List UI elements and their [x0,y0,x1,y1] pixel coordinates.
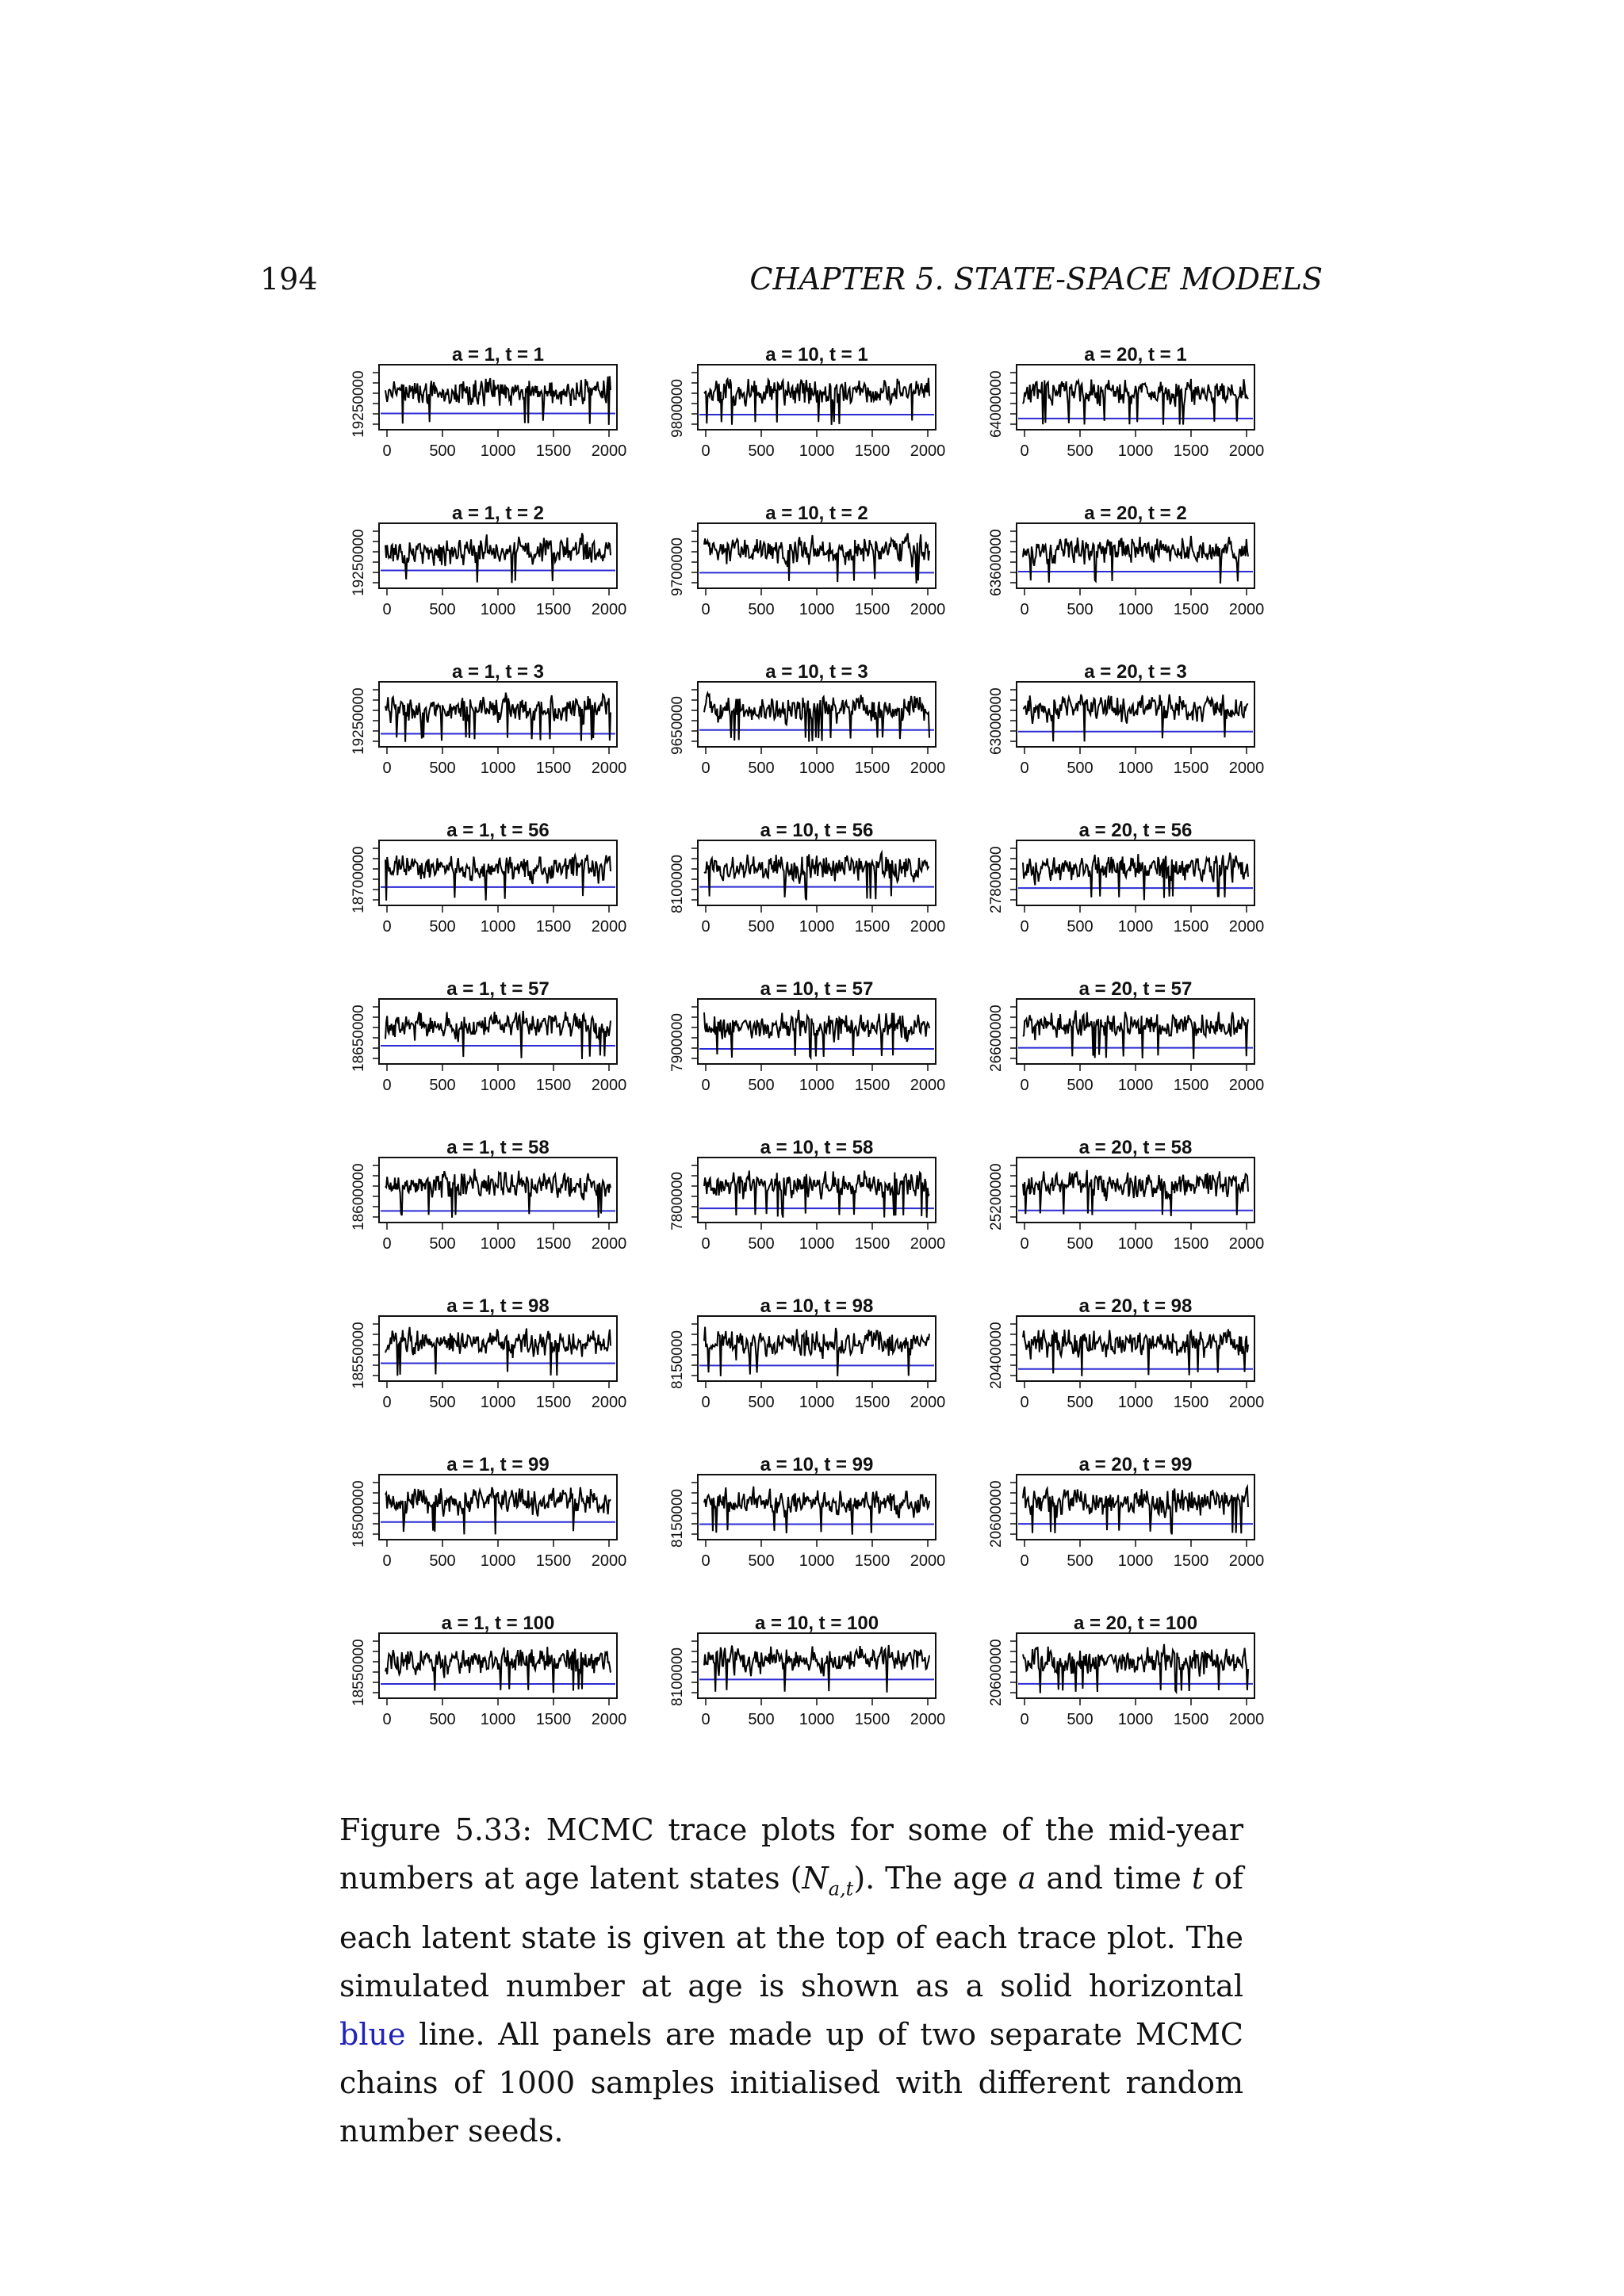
panel-title: a = 20, t = 99 [1078,1454,1193,1475]
trace-panel [350,1613,626,1728]
plot-frame [1017,999,1254,1064]
trace-panel [988,820,1264,936]
trace-line [385,534,611,584]
panel-title: a = 20, t = 56 [1078,820,1193,841]
y-tick-label: 19250000 [350,529,367,596]
trace-line [704,534,929,584]
trace-line [1023,1487,1248,1534]
x-tick-label: 500 [748,442,775,460]
x-tick-label: 500 [748,1711,775,1728]
x-tick-label: 500 [1067,760,1094,777]
y-tick-label: 20600000 [988,1639,1005,1706]
y-tick-label: 63000000 [988,687,1005,755]
x-tick-label: 0 [382,918,392,936]
y-tick-label: 18600000 [350,1163,367,1230]
x-tick-label: 500 [429,760,456,777]
y-tick-label: 7800000 [669,1172,686,1230]
trace-panel [669,661,945,777]
trace-line [704,1645,929,1693]
x-tick-label: 500 [429,442,456,460]
panel-title: a = 1, t = 100 [441,1613,555,1634]
x-tick-label: 500 [1067,1711,1094,1728]
x-tick-label: 0 [382,1552,392,1570]
trace-line [385,855,611,901]
y-tick-label: 25200000 [988,1163,1005,1230]
y-tick-label: 8100000 [669,855,686,913]
x-tick-label: 2000 [591,1235,627,1253]
x-tick-label: 0 [1020,442,1029,460]
x-tick-label: 1500 [854,760,891,777]
x-tick-label: 1500 [1173,1552,1209,1570]
panel-title: a = 10, t = 99 [760,1454,874,1475]
x-tick-label: 1000 [1117,1235,1154,1253]
y-tick-label: 63600000 [988,529,1005,596]
x-tick-label: 2000 [1228,918,1265,936]
x-tick-label: 2000 [1228,1077,1265,1094]
y-tick-label: 7900000 [669,1013,686,1072]
running-head: CHAPTER 5. STATE-SPACE MODELS [749,262,1323,297]
x-tick-label: 0 [701,918,710,936]
x-tick-label: 0 [382,1235,392,1253]
trace-panel [350,1295,626,1411]
x-tick-label: 500 [748,1235,775,1253]
trace-panel [669,820,945,936]
x-tick-label: 500 [748,601,775,618]
x-tick-label: 2000 [910,918,946,936]
panel-title: a = 10, t = 3 [765,661,868,683]
trace-plot-figure [324,337,1299,1772]
y-tick-label: 26600000 [988,1004,1005,1072]
x-tick-label: 1500 [854,1235,891,1253]
x-tick-label: 1500 [535,1394,572,1411]
trace-panel [988,1295,1264,1411]
caption-blue-word: blue [339,2016,406,2052]
x-tick-label: 1500 [535,1235,572,1253]
x-tick-label: 0 [701,1552,710,1570]
x-tick-label: 1000 [799,1552,835,1570]
x-tick-label: 1500 [854,1394,891,1411]
y-tick-label: 27800000 [988,846,1005,913]
x-tick-label: 1500 [1173,1077,1209,1094]
x-tick-label: 500 [429,1077,456,1094]
trace-line [704,1487,929,1535]
panel-title: a = 1, t = 98 [446,1295,550,1317]
panel-title: a = 1, t = 58 [446,1137,550,1158]
x-tick-label: 2000 [1228,1394,1265,1411]
x-tick-label: 2000 [910,601,946,618]
trace-panel [350,1454,626,1570]
panel-title: a = 20, t = 1 [1084,344,1187,365]
plot-frame [379,1475,617,1540]
x-tick-label: 500 [748,1552,775,1570]
page-header [260,262,1323,301]
trace-panel [669,978,945,1094]
x-tick-label: 1500 [854,601,891,618]
trace-panel [669,344,945,460]
x-tick-label: 2000 [1228,1552,1265,1570]
x-tick-label: 2000 [910,760,946,777]
x-tick-label: 0 [382,760,392,777]
x-tick-label: 1000 [799,1711,835,1728]
trace-line [1023,1010,1248,1058]
trace-line [1023,1644,1248,1693]
y-tick-label: 18650000 [350,1004,367,1072]
y-tick-label: 20400000 [988,1322,1005,1389]
x-tick-label: 500 [429,1394,456,1411]
x-tick-label: 1000 [1117,601,1154,618]
trace-panel [988,1613,1264,1728]
x-tick-label: 2000 [1228,1235,1265,1253]
trace-panel [988,344,1264,460]
panel-title: a = 10, t = 1 [765,344,868,365]
x-tick-label: 2000 [910,1711,946,1728]
x-tick-label: 1000 [1117,442,1154,460]
x-tick-label: 1500 [854,1077,891,1094]
x-tick-label: 500 [429,1235,456,1253]
x-tick-label: 1500 [1173,1235,1209,1253]
trace-panel [350,503,626,618]
y-tick-label: 18700000 [350,846,367,913]
y-tick-label: 8150000 [669,1330,686,1389]
x-tick-label: 1500 [1173,442,1209,460]
panel-title: a = 10, t = 98 [760,1295,874,1317]
x-tick-label: 1000 [1117,1711,1154,1728]
trace-line [704,378,929,425]
panel-title: a = 1, t = 99 [446,1454,550,1475]
x-tick-label: 0 [701,760,710,777]
x-tick-label: 0 [701,442,710,460]
x-tick-label: 1000 [1117,1552,1154,1570]
y-tick-label: 9800000 [669,379,686,438]
plot-frame [1017,682,1254,747]
x-tick-label: 1000 [480,1077,516,1094]
y-tick-label: 8100000 [669,1647,686,1706]
panel-title: a = 10, t = 2 [765,503,868,524]
panel-title: a = 10, t = 58 [760,1137,874,1158]
x-tick-label: 500 [1067,1235,1094,1253]
x-tick-label: 2000 [591,1077,627,1094]
trace-line [704,1327,929,1376]
x-tick-label: 1000 [480,760,516,777]
trace-panel [988,1137,1264,1253]
panel-title: a = 1, t = 56 [446,820,550,841]
x-tick-label: 500 [748,918,775,936]
x-tick-label: 0 [701,601,710,618]
x-tick-label: 1000 [799,601,835,618]
trace-line [385,1327,611,1376]
trace-panel [669,1295,945,1411]
x-tick-label: 1000 [799,1235,835,1253]
x-tick-label: 500 [748,1077,775,1094]
x-tick-label: 1500 [854,442,891,460]
x-tick-label: 1000 [480,1235,516,1253]
panel-title: a = 20, t = 57 [1078,978,1193,1000]
x-tick-label: 500 [1067,1394,1094,1411]
trace-line [704,693,929,741]
x-tick-label: 0 [1020,918,1029,936]
trace-panel [669,1137,945,1253]
x-tick-label: 0 [382,1394,392,1411]
x-tick-label: 2000 [1228,601,1265,618]
x-tick-label: 1500 [535,601,572,618]
x-tick-label: 0 [382,1077,392,1094]
x-tick-label: 0 [701,1235,710,1253]
x-tick-label: 1500 [535,918,572,936]
x-tick-label: 2000 [910,1394,946,1411]
x-tick-label: 1500 [1173,601,1209,618]
x-tick-label: 0 [1020,1711,1029,1728]
x-tick-label: 1500 [1173,1394,1209,1411]
y-tick-label: 9700000 [669,538,686,596]
trace-line [1023,695,1248,742]
y-tick-label: 19250000 [350,370,367,438]
panel-title: a = 20, t = 98 [1078,1295,1193,1317]
trace-panel [988,1454,1264,1570]
trace-line [385,1487,611,1535]
x-tick-label: 500 [748,1394,775,1411]
panel-title: a = 20, t = 100 [1073,1613,1198,1634]
panel-title: a = 1, t = 3 [451,661,545,683]
x-tick-label: 1000 [480,918,516,936]
panel-title: a = 1, t = 2 [451,503,545,524]
x-tick-label: 1500 [854,1711,891,1728]
x-tick-label: 1500 [535,1077,572,1094]
x-tick-label: 0 [1020,1552,1029,1570]
x-tick-label: 2000 [591,918,627,936]
x-tick-label: 0 [382,442,392,460]
trace-line [1023,536,1248,584]
trace-line [385,1647,611,1693]
x-tick-label: 1500 [854,1552,891,1570]
x-tick-label: 2000 [1228,1711,1265,1728]
x-tick-label: 0 [701,1394,710,1411]
x-tick-label: 1000 [799,1077,835,1094]
x-tick-label: 1500 [535,1552,572,1570]
x-tick-label: 2000 [910,442,946,460]
trace-panel [669,503,945,618]
figure-caption: Figure 5.33: MCMC trace plots for some of the mid-year numbers at age latent states $(N_{a,t})$. The age a and time t of each latent state is given at the top of each trace plot. The simulated number at age is shown as a solid horizontal blue line. All panels are made up of two separate MCMC chains of 1000 samples initialised with different random number seeds. [339,1812,1243,2149]
x-tick-label: 500 [748,760,775,777]
x-tick-label: 500 [429,1552,456,1570]
y-tick-label: 18500000 [350,1480,367,1548]
x-tick-label: 1000 [799,1394,835,1411]
y-tick-label: 18550000 [350,1322,367,1389]
x-tick-label: 2000 [591,1394,627,1411]
x-tick-label: 1000 [480,1552,516,1570]
trace-panel [350,978,626,1094]
x-tick-label: 1000 [1117,918,1154,936]
x-tick-label: 2000 [591,1552,627,1570]
x-tick-label: 0 [382,601,392,618]
x-tick-label: 500 [429,918,456,936]
x-tick-label: 2000 [591,1711,627,1728]
x-tick-label: 1000 [799,918,835,936]
x-tick-label: 1000 [480,442,516,460]
trace-panel [350,661,626,777]
trace-panel [988,503,1264,618]
x-tick-label: 2000 [910,1552,946,1570]
x-tick-label: 1000 [1117,1394,1154,1411]
x-tick-label: 2000 [910,1235,946,1253]
panel-title: a = 20, t = 3 [1084,661,1187,683]
trace-line [1023,1170,1248,1216]
x-tick-label: 500 [1067,442,1094,460]
x-tick-label: 0 [1020,1394,1029,1411]
x-tick-label: 1500 [535,760,572,777]
x-tick-label: 1500 [854,918,891,936]
x-tick-label: 500 [429,1711,456,1728]
x-tick-label: 2000 [1228,760,1265,777]
x-tick-label: 1500 [535,1711,572,1728]
x-tick-label: 500 [1067,1552,1094,1570]
y-tick-label: 20600000 [988,1480,1005,1548]
trace-panel [350,1137,626,1253]
panel-title: a = 10, t = 56 [760,820,874,841]
trace-panel [669,1613,945,1728]
x-tick-label: 2000 [591,601,627,618]
trace-line [704,1010,929,1058]
panel-title: a = 20, t = 58 [1078,1137,1193,1158]
panel-title: a = 1, t = 1 [451,344,545,365]
panel-title: a = 10, t = 57 [760,978,874,1000]
x-tick-label: 500 [1067,601,1094,618]
x-tick-label: 1000 [1117,1077,1154,1094]
x-tick-label: 500 [429,601,456,618]
x-tick-label: 2000 [591,760,627,777]
x-tick-label: 1000 [480,1711,516,1728]
y-tick-label: 18550000 [350,1639,367,1706]
trace-panel [350,344,626,460]
x-tick-label: 0 [1020,601,1029,618]
x-tick-label: 0 [1020,760,1029,777]
x-tick-label: 1000 [799,442,835,460]
trace-line [704,1171,929,1218]
x-tick-label: 0 [701,1711,710,1728]
trace-line [704,852,929,900]
x-tick-label: 1500 [535,442,572,460]
x-tick-label: 1000 [480,1394,516,1411]
x-tick-label: 1000 [480,601,516,618]
x-tick-label: 1000 [799,760,835,777]
y-tick-label: 9650000 [669,696,686,755]
page-number: 194 [260,262,318,297]
y-tick-label: 8150000 [669,1489,686,1548]
trace-line [1023,853,1248,901]
panel-title: a = 10, t = 100 [754,1613,879,1634]
x-tick-label: 0 [382,1711,392,1728]
x-tick-label: 1500 [1173,760,1209,777]
x-tick-label: 2000 [910,1077,946,1094]
trace-panel [669,1454,945,1570]
x-tick-label: 1500 [1173,918,1209,936]
x-tick-label: 500 [1067,918,1094,936]
trace-line [385,1011,611,1059]
x-tick-label: 2000 [1228,442,1265,460]
y-tick-label: 64000000 [988,370,1005,438]
x-tick-label: 500 [1067,1077,1094,1094]
x-tick-label: 0 [701,1077,710,1094]
x-tick-label: 2000 [591,442,627,460]
x-tick-label: 0 [1020,1235,1029,1253]
trace-panel [350,820,626,936]
panel-title: a = 1, t = 57 [446,978,550,1000]
panel-title: a = 20, t = 2 [1084,503,1187,524]
trace-panel [988,661,1264,777]
x-tick-label: 1000 [1117,760,1154,777]
y-tick-label: 19250000 [350,687,367,755]
trace-line [385,376,611,425]
trace-panel [988,978,1264,1094]
x-tick-label: 0 [1020,1077,1029,1094]
x-tick-label: 1500 [1173,1711,1209,1728]
